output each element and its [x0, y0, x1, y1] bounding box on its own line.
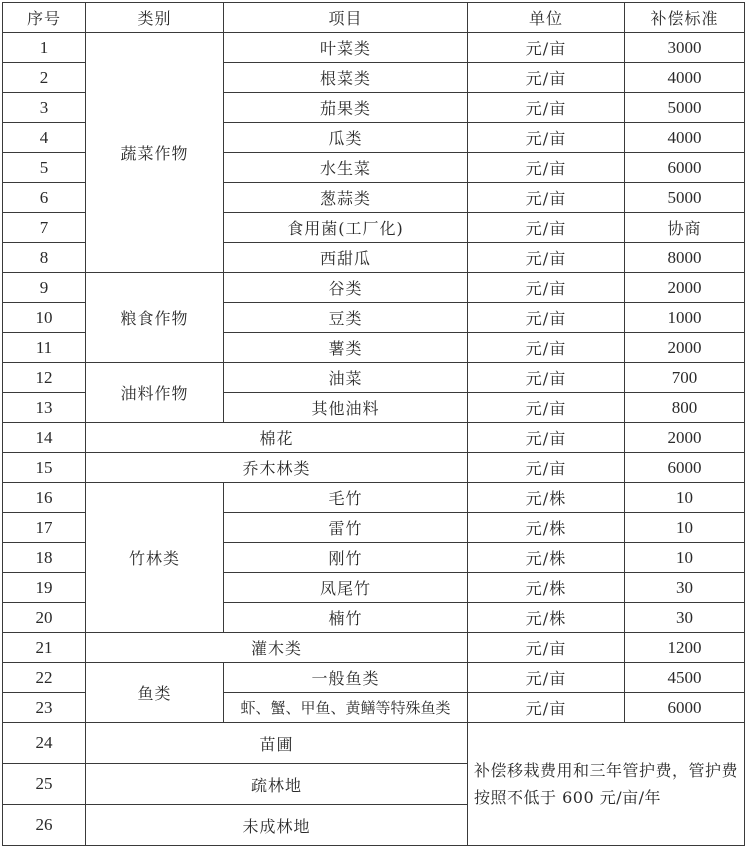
unit-cell: 元/亩: [468, 663, 625, 693]
unit-cell: 元/亩: [468, 243, 625, 273]
table-row: [3, 663, 745, 693]
header-no: 序号: [3, 3, 86, 33]
item-cell: 西甜瓜: [224, 243, 468, 273]
header-category: 类别: [86, 3, 224, 33]
header-unit: 单位: [468, 3, 625, 33]
unit-cell: 元/亩: [468, 453, 625, 483]
item-cell: 根菜类: [224, 63, 468, 93]
standard-cell: 700: [625, 363, 745, 393]
unit-cell: 元/亩: [468, 153, 625, 183]
item-cell: 毛竹: [224, 483, 468, 513]
standard-cell: 30: [625, 603, 745, 633]
unit-cell: 元/株: [468, 573, 625, 603]
standard-cell: 10: [625, 513, 745, 543]
item-cell: 楠竹: [224, 603, 468, 633]
standard-cell: 8000: [625, 243, 745, 273]
standard-cell: 6000: [625, 453, 745, 483]
item-cell: 豆类: [224, 303, 468, 333]
compensation-note: 补偿移栽费用和三年管护费，管护费按照不低于 600 元/亩/年: [468, 723, 745, 846]
standard-cell: 800: [625, 393, 745, 423]
row-number: 12: [3, 363, 86, 393]
standard-cell: 5000: [625, 93, 745, 123]
table-row: [3, 453, 745, 483]
row-number: 21: [3, 633, 86, 663]
item-cell: 叶菜类: [224, 33, 468, 63]
row-number: 15: [3, 453, 86, 483]
row-number: 25: [3, 764, 86, 805]
unit-cell: 元/亩: [468, 183, 625, 213]
header-standard: 补偿标准: [625, 3, 745, 33]
item-cell: 其他油料: [224, 393, 468, 423]
category-cell: 油料作物: [86, 363, 224, 423]
unit-cell: 元/株: [468, 513, 625, 543]
row-number: 11: [3, 333, 86, 363]
row-number: 5: [3, 153, 86, 183]
standard-cell: 30: [625, 573, 745, 603]
unit-cell: 元/亩: [468, 393, 625, 423]
row-number: 3: [3, 93, 86, 123]
item-cell: 茄果类: [224, 93, 468, 123]
table-row: [3, 363, 745, 393]
item-cell: 虾、蟹、甲鱼、黄鳝等特殊鱼类: [224, 693, 468, 723]
standard-cell: 协商: [625, 213, 745, 243]
table-row: [3, 633, 745, 663]
row-number: 20: [3, 603, 86, 633]
unit-cell: 元/亩: [468, 693, 625, 723]
item-cell: 油菜: [224, 363, 468, 393]
table-row: [3, 483, 745, 513]
row-number: 6: [3, 183, 86, 213]
table-row: [3, 423, 745, 453]
unit-cell: 元/亩: [468, 33, 625, 63]
category-cell: 蔬菜作物: [86, 33, 224, 273]
item-cell: 一般鱼类: [224, 663, 468, 693]
row-number: 23: [3, 693, 86, 723]
standard-cell: 5000: [625, 183, 745, 213]
unit-cell: 元/株: [468, 483, 625, 513]
row-number: 9: [3, 273, 86, 303]
item-cell: 食用菌(工厂化): [224, 213, 468, 243]
standard-cell: 4000: [625, 63, 745, 93]
unit-cell: 元/株: [468, 543, 625, 573]
standard-cell: 4000: [625, 123, 745, 153]
standard-cell: 2000: [625, 333, 745, 363]
item-cell: 葱蒜类: [224, 183, 468, 213]
unit-cell: 元/亩: [468, 123, 625, 153]
item-cell: 雷竹: [224, 513, 468, 543]
category-cell: 灌木类: [86, 633, 468, 663]
row-number: 2: [3, 63, 86, 93]
item-cell: 刚竹: [224, 543, 468, 573]
standard-cell: 2000: [625, 273, 745, 303]
standard-cell: 1200: [625, 633, 745, 663]
row-number: 10: [3, 303, 86, 333]
compensation-table: [2, 2, 745, 846]
category-cell: 未成林地: [86, 805, 468, 846]
unit-cell: 元/亩: [468, 423, 625, 453]
table-row: [3, 273, 745, 303]
header-row: [3, 3, 745, 33]
category-cell: 棉花: [86, 423, 468, 453]
unit-cell: 元/亩: [468, 303, 625, 333]
table-row: [3, 723, 745, 764]
row-number: 16: [3, 483, 86, 513]
category-cell: 乔木林类: [86, 453, 468, 483]
unit-cell: 元/亩: [468, 363, 625, 393]
row-number: 19: [3, 573, 86, 603]
unit-cell: 元/亩: [468, 633, 625, 663]
row-number: 13: [3, 393, 86, 423]
row-number: 7: [3, 213, 86, 243]
unit-cell: 元/亩: [468, 333, 625, 363]
standard-cell: 1000: [625, 303, 745, 333]
row-number: 1: [3, 33, 86, 63]
table-row: [3, 33, 745, 63]
row-number: 4: [3, 123, 86, 153]
category-cell: 疏林地: [86, 764, 468, 805]
unit-cell: 元/亩: [468, 93, 625, 123]
row-number: 14: [3, 423, 86, 453]
category-cell: 粮食作物: [86, 273, 224, 363]
item-cell: 瓜类: [224, 123, 468, 153]
category-cell: 竹林类: [86, 483, 224, 633]
row-number: 26: [3, 805, 86, 846]
category-cell: 苗圃: [86, 723, 468, 764]
standard-cell: 6000: [625, 153, 745, 183]
header-item: 项目: [224, 3, 468, 33]
standard-cell: 10: [625, 543, 745, 573]
unit-cell: 元/亩: [468, 63, 625, 93]
standard-cell: 3000: [625, 33, 745, 63]
unit-cell: 元/株: [468, 603, 625, 633]
item-cell: 谷类: [224, 273, 468, 303]
unit-cell: 元/亩: [468, 213, 625, 243]
item-cell: 薯类: [224, 333, 468, 363]
row-number: 18: [3, 543, 86, 573]
standard-cell: 10: [625, 483, 745, 513]
row-number: 8: [3, 243, 86, 273]
item-cell: 凤尾竹: [224, 573, 468, 603]
standard-cell: 6000: [625, 693, 745, 723]
row-number: 17: [3, 513, 86, 543]
row-number: 24: [3, 723, 86, 764]
standard-cell: 2000: [625, 423, 745, 453]
item-cell: 水生菜: [224, 153, 468, 183]
standard-cell: 4500: [625, 663, 745, 693]
unit-cell: 元/亩: [468, 273, 625, 303]
category-cell: 鱼类: [86, 663, 224, 723]
row-number: 22: [3, 663, 86, 693]
